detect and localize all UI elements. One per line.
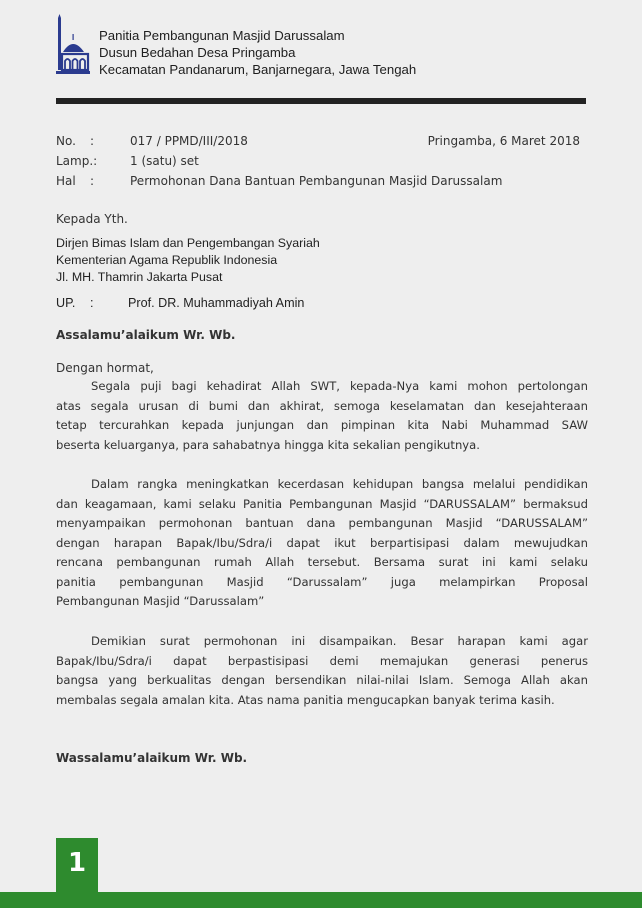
mosque-logo-icon [54,14,92,76]
letterhead-divider [56,98,586,104]
org-address-line2: Kecamatan Pandanarum, Banjarnegara, Jawa Tengah [99,62,417,77]
ref-attachment-label: Lamp.: [56,154,98,168]
salam-opening: Assalamu’alaikum Wr. Wb. [56,328,236,342]
paragraph-1 [56,377,588,455]
recipient-line3: Jl. MH. Thamrin Jakarta Pusat [56,270,223,284]
paragraph-line: beserta keluarganya, para sahabatnya hingga kita sekalian pengikutnya. [56,437,480,452]
paragraph-line: tetap tercurahkan kepada junjungan dan pimpinan kita Nabi Muhammad SAW [56,418,588,432]
recipient-greeting: Kepada Yth. [56,212,128,226]
footer-bar [0,892,642,908]
ref-subject-label: Hal [56,174,76,188]
paragraph-line: Demikian surat permohonan ini disampaikan. Besar harapan kami agar [91,634,588,648]
attention-value: Prof. DR. Muhammadiyah Amin [128,296,305,310]
paragraph-line: Bapak/Ibu/Sdra/i dapat berpastisipasi demi memajukan generasi penerus [56,653,588,668]
paragraph-line: dan keagamaan, kami selaku Panitia Pembangunan Masjid “DARUSSALAM” bermaksud [56,496,588,511]
page-number: 1 [56,838,98,894]
ref-attachment-value: 1 (satu) set [130,154,199,168]
recipient-address [56,235,320,286]
greeting-hormat: Dengan hormat, [56,361,154,375]
ref-subject-value: Permohonan Dana Bantuan Pembangunan Masjid Darussalam [130,174,503,188]
recipient-line1: Dirjen Bimas Islam dan Pengembangan Syariah [56,236,320,250]
paragraph-line: atas segala urusan di bumi dan akhirat, semoga keselamatan dan kesejahteraan [56,398,588,413]
paragraph-3 [56,632,588,710]
letterhead [99,27,416,78]
attention-colon: : [90,296,94,310]
org-name: Panitia Pembangunan Masjid Darussalam [99,28,345,43]
recipient-line2: Kementerian Agama Republik Indonesia [56,253,278,267]
ref-number-colon: : [90,134,95,148]
paragraph-line: Dalam rangka meningkatkan kecerdasan kehidupan bangsa melalui pendidikan [91,477,588,491]
paragraph-line: dengan harapan Bapak/Ibu/Sdra/i dapat ikut berpartisipasi dalam mewujudkan [56,535,588,550]
paragraph-line: Pembangunan Masjid “Darussalam” [56,594,265,608]
paragraph-2 [56,475,588,612]
org-address-line1: Dusun Bedahan Desa Pringamba [99,45,296,60]
salam-closing: Wassalamu’alaikum Wr. Wb. [56,751,248,765]
paragraph-line: panitia pembangunan Masjid “Darussalam” juga melampirkan Proposal [56,574,588,589]
ref-subject-colon: : [90,174,95,188]
paragraph-line: menyampaikan permohonan bantuan dana pembangunan Masjid “DARUSSALAM” [56,516,588,530]
letter-date: Pringamba, 6 Maret 2018 [427,134,580,148]
paragraph-line: membalas segala amalan kita. Atas nama panitia mengucapkan banyak terima kasih. [56,692,555,707]
paragraph-line: bangsa yang berkualitas dengan bersendikan nilai-nilai Islam. Semoga Allah akan [56,673,588,687]
paragraph-line: rencana pembangunan rumah Allah tersebut. Bersama surat ini kami selaku [56,555,588,569]
paragraph-line: Segala puji bagi kehadirat Allah SWT, kepada-Nya kami mohon pertolongan [91,379,588,393]
ref-number-label: No. [56,134,76,148]
attention-label: UP. [56,296,76,310]
ref-number-value: 017 / PPMD/III/2018 [130,134,248,148]
